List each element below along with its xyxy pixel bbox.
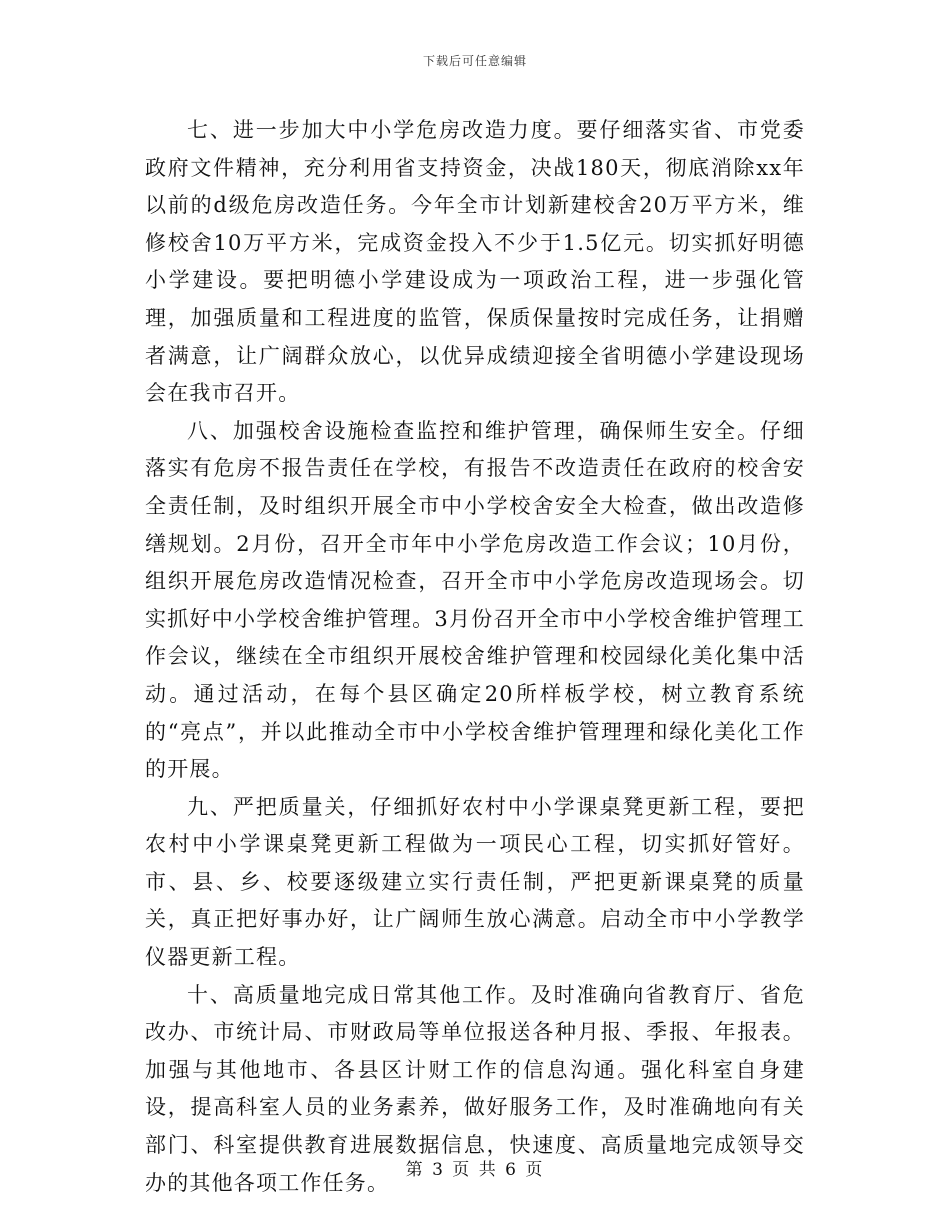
paragraph-ten: 十、高质量地完成日常其他工作。及时准确向省教育厅、省危改办、市统计局、市财政局等单位报送各种月报、季报、年报表。加强与其他地市、各县区计财工作的信息沟通。强化科室自身建设，提高科室人员的业务素养，做好服务工作，及时准确地向有关部门、科室提供教育进展数据信息，快速度、高质量地完成领导交办的其他各项工作任务。 <box>145 982 805 1195</box>
paragraph-seven: 七、进一步加大中小学危房改造力度。要仔细落实省、市党委政府文件精神，充分利用省支持资金，决战180天，彻底消除xx年以前的d级危房改造任务。今年全市计划新建校舍20万平方米，维修校舍10万平方米，完成资金投入不少于1.5亿元。切实抓好明德小学建设。要把明德小学建设成为一项政治工程，进一步强化管理，加强质量和工程进度的监管，保质保量按时完成任务，让捐赠者满意，让广阔群众放心，以优异成绩迎接全省明德小学建设现场会在我市召开。 <box>145 118 805 406</box>
paragraph-eight: 八、加强校舍设施检查监控和维护管理，确保师生安全。仔细落实有危房不报告责任在学校，有报告不改造责任在政府的校舍安全责任制，及时组织开展全市中小学校舍安全大检查，做出改造修缮规划。2月份，召开全市年中小学危房改造工作会议；10月份，组织开展危房改造情况检查，召开全市中小学危房改造现场会。切实抓好中小学校舍维护管理。3月份召开全市中小学校舍维护管理工作会议，继续在全市组织开展校舍维护管理和校园绿化美化集中活动。通过活动，在每个县区确定20所样板学校，树立教育系统的“亮点”，并以此推动全市中小学校舍维护管理理和绿化美化工作的开展。 <box>145 418 805 782</box>
document-body <box>145 112 805 1202</box>
page-number-footer: 第 3 页 共 6 页 <box>405 1160 545 1180</box>
paragraph-nine: 九、严把质量关，仔细抓好农村中小学课桌凳更新工程，要把农村中小学课桌凳更新工程做为一项民心工程，切实抓好管好。市、县、乡、校要逐级建立实行责任制，严把更新课桌凳的质量关，真正把好事办好，让广阔师生放心满意。启动全市中小学教学仪器更新工程。 <box>145 794 805 970</box>
page-header: 下载后可任意编辑 <box>422 54 527 68</box>
